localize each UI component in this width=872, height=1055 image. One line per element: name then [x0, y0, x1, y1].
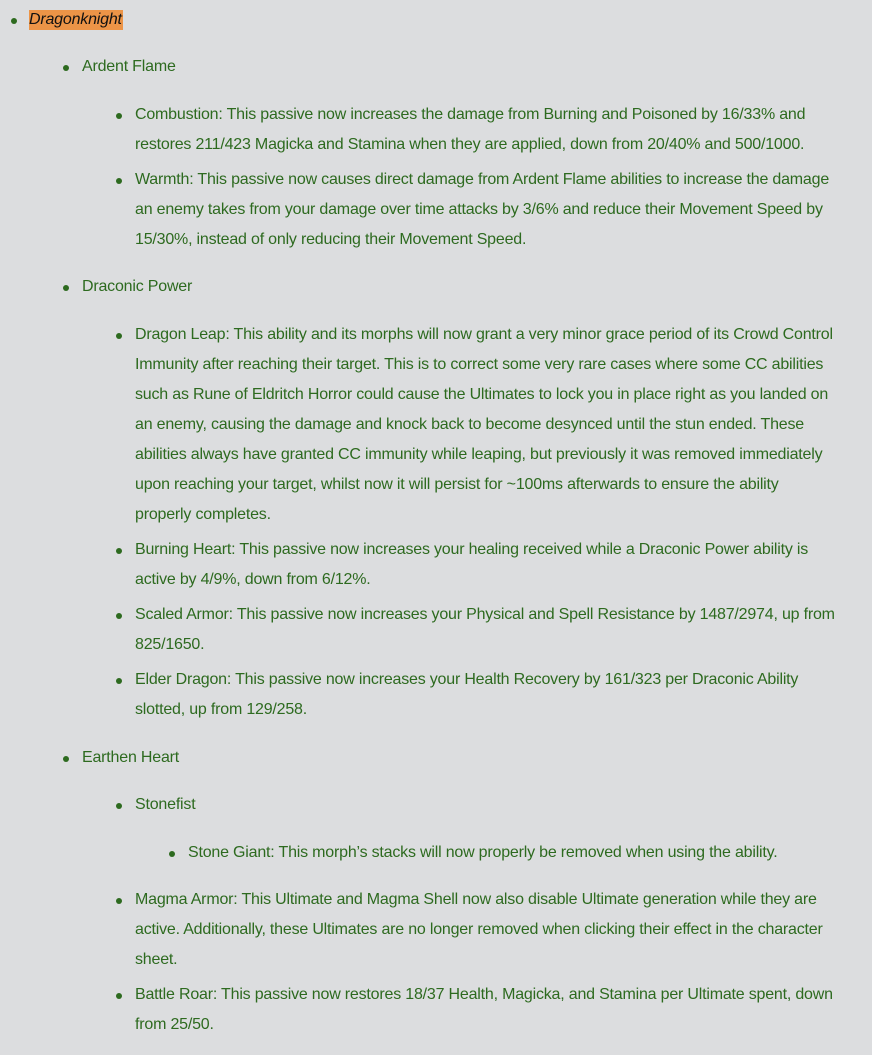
text-line: slotted, up from 129/258.	[135, 701, 308, 718]
skill-line-earthen-heart: Earthen Heart	[82, 749, 180, 766]
bullet	[116, 803, 122, 809]
list-item-burning-heart	[135, 535, 808, 595]
highlighted-heading: Dragonknight	[29, 11, 122, 28]
text-line: sheet.	[135, 951, 178, 968]
bullet	[11, 18, 17, 24]
list-item-combustion	[135, 100, 805, 160]
text-line: Battle Roar: This passive now restores 18/37 Health, Magicka, and Stamina per Ultimate spent, down	[135, 986, 833, 1003]
section-title	[29, 5, 123, 35]
text-line: active. Additionally, these Ultimates are no longer removed when clicking their effect in the character	[135, 921, 823, 938]
bullet	[116, 993, 122, 999]
text-line: properly completes.	[135, 506, 271, 523]
bullet	[116, 178, 122, 184]
bullet	[116, 113, 122, 119]
text-line: Magma Armor: This Ultimate and Magma Shell now also disable Ultimate generation while they are	[135, 891, 817, 908]
list-item-battle-roar	[135, 980, 833, 1040]
text-line: 15/30%, instead of only reducing their Movement Speed.	[135, 231, 527, 248]
text-line: 825/1650.	[135, 636, 205, 653]
skill-line-ardent-flame: Ardent Flame	[82, 58, 176, 75]
list-item-elder-dragon	[135, 665, 798, 725]
bullet	[116, 333, 122, 339]
bullet	[116, 898, 122, 904]
text-line: active by 4/9%, down from 6/12%.	[135, 571, 371, 588]
text-line: upon reaching your target, whilst now it will persist for ~100ms afterwards to ensure the ability	[135, 476, 779, 493]
bullet	[116, 613, 122, 619]
text-line: Warmth: This passive now causes direct damage from Ardent Flame abilities to increase the damage	[135, 171, 830, 188]
text-line: from 25/50.	[135, 1016, 214, 1033]
text-line: Scaled Armor: This passive now increases your Physical and Spell Resistance by 1487/2974, up from	[135, 606, 835, 623]
text-line: an enemy, causing the damage and knock back to become desynced until the stun ended. These	[135, 416, 804, 433]
text-line: abilities always have granted CC immunity while leaping, but previously it was removed immediately	[135, 446, 823, 463]
bullet	[63, 756, 69, 762]
text-line: restores 211/423 Magicka and Stamina when they are applied, down from 20/40% and 500/1000.	[135, 136, 805, 153]
bullet	[169, 851, 175, 857]
list-item-warmth	[135, 165, 829, 255]
text-line: such as Rune of Eldritch Horror could cause the Ultimates to lock you in place right as you landed on	[135, 386, 829, 403]
text-line: an enemy takes from your damage over time attacks by 3/6% and reduce their Movement Speed by	[135, 201, 823, 218]
bullet	[116, 548, 122, 554]
bullet	[63, 285, 69, 291]
text-line: Elder Dragon: This passive now increases your Health Recovery by 161/323 per Draconic Ability	[135, 671, 799, 688]
bullet	[116, 678, 122, 684]
text-line: Burning Heart: This passive now increases your healing received while a Draconic Power ability is	[135, 541, 809, 558]
list-item-dragon-leap	[135, 320, 833, 530]
bullet	[63, 65, 69, 71]
text-line: Dragon Leap: This ability and its morphs will now grant a very minor grace period of its Crowd Control	[135, 326, 833, 343]
list-item-stonefist: Stonefist	[135, 796, 196, 813]
list-item-scaled-armor	[135, 600, 835, 660]
list-item-stone-giant: Stone Giant: This morph’s stacks will now properly be removed when using the ability.	[188, 844, 778, 861]
text-line: Immunity after reaching their target. This is to correct some very rare cases where some CC abilities	[135, 356, 824, 373]
list-item-magma-armor	[135, 885, 823, 975]
skill-line-draconic-power: Draconic Power	[82, 278, 193, 295]
text-line: Combustion: This passive now increases the damage from Burning and Poisoned by 16/33% and	[135, 106, 806, 123]
